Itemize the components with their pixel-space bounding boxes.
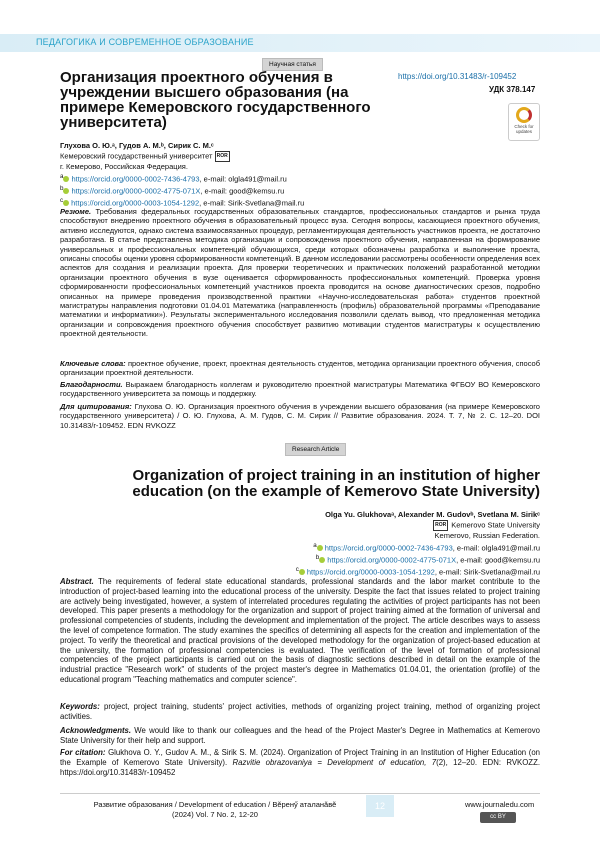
orcid-icon: [63, 200, 69, 206]
udk-code: УДК 378.147: [489, 85, 536, 94]
orcid-icon: [319, 557, 325, 563]
ru-article-title: Организация проектного обучения в учреждении высшего образования (на примере Кемеровского государственного университета): [60, 69, 371, 131]
ru-orcid-row: $^c$ https://orcid.org/0000-0003-1054-1292, e-mail: Sirik-Svetlana@mail.ru: [60, 196, 305, 207]
email[interactable]: good@kemsu.ru: [229, 186, 285, 195]
email[interactable]: good@kemsu.ru: [484, 555, 540, 564]
ru-city: г. Кемерово, Российская Федерация.: [60, 162, 188, 171]
orcid-icon: [63, 188, 69, 194]
en-acknowledgments: Acknowledgments. We would like to thank our colleagues and the head of the Project Master's Degree in Mathematics at Kemerovo State University for their help and support.: [60, 726, 540, 745]
en-citation: For citation: Glukhova O. Y., Gudov A. M., & Sirik S. M. (2024). Organization of Project Training in an Institution of Higher Education (on the Example of Kemerovo State University). Razvitie obrazovaniya = Development of education, 7(2), 12–20. EDN: RVKOZZ. https://doi.org/10.31483/r-109452: [60, 748, 541, 777]
email[interactable]: olgla491@mail.ru: [481, 543, 540, 552]
en-city: Kemerovo, Russian Federation.: [434, 531, 540, 540]
email[interactable]: Sirik-Svetlana@mail.ru: [463, 567, 540, 576]
ru-abstract: Резюме. Требования федеральных государственных образовательных стандартов, профессиональных стандартов и рынка труда способствуют внедрению проектного обучения в образовательный процесс вуза. Сегодня вопросы, касающиеся проектного обучения, активно исследуются, однако система взаимосвязанных процедур, регламентирующая деятельность участников проекта, не достаточно разработана. В статье представлена методика организации и сопровождения проектного обучения, направленная на формирование универсальных и профессиональных компетенций обучающихся, среди которых обозначены разработка и выполнение проекта, описаны способы оценки уровня сформированности компетенций. В данном исследовании рассмотрены особенности определения всех аспектов для создания и реализации проекта. Для проверки теоретических и практических положений разработанной методики организации проектного обучения в вузе оценивается сформированность профессиональных компетенций. Проверка уровня сформированности профессиональных компетенций участников проекта проводится на основе диагностических срезов, подробно описанных на примере проведения производственной практики «Научно-исследовательская работа» студентов проектной магистратуры направления подготовки 01.04.01 Математика (направленность (профиль) образовательной программы «Преподавание математики и информатики»). Результаты экспериментального исследования позволили сделать вывод, что предложенная методика организации и сопровождения проектного обучения способствует развитию мотивации студентов магистратуры к осуществлению проектной деятельности.: [60, 207, 540, 339]
doi-link-ru[interactable]: https://doi.org/10.31483/r-109452: [398, 72, 517, 81]
page-number: 12: [366, 795, 394, 817]
ru-keywords: Ключевые слова: проектное обучение, проект, проектная деятельность студентов, методика организации проектного обучения, способ организации проектной деятельности.: [60, 359, 540, 378]
orcid-link[interactable]: https://orcid.org/0000-0002-7436-4793: [71, 174, 200, 183]
orcid-icon: [63, 176, 69, 182]
orcid-link[interactable]: https://orcid.org/0000-0002-7436-4793: [324, 543, 453, 552]
orcid-link[interactable]: https://orcid.org/0000-0002-4775-071X: [327, 555, 457, 564]
en-abstract: Abstract. The requirements of federal state educational standards, professional standards and the labor market contribute to the introduction of project-based learning into the educational process of the university. Despite the fact that issues related to project training are actively being investigated, however, a system of interrelated procedures regulating the activities of project participants has not been developed. This paper presents a methodology for the organization and support of project training aimed at the formation of universal and professional competencies of students, including the development and implementation of the project. The article describes ways to assess the level of competence formation. The study examines the specifics of determining all aspects for the creation and implementation of the project. To verify the theoretical and practical provisions of the developed methodology for the organization of project-based education at the university, the formation of professional competencies is evaluated. The verification of the level of formation of professional competencies of the project participants is carried out on the basis of diagnostic sections described in detail on the example of the industrial practice "Research work" of students of the project master's degree in Mathematics 01.04.01, the orientation (profile) of the educational program "Teaching mathematics and computer science".: [60, 577, 540, 684]
en-keywords: Keywords: project, project training, students' project activities, methods of organizing project training, method of organizing project activities.: [60, 702, 540, 721]
check-for-updates-badge[interactable]: Check for updates: [508, 103, 540, 141]
article-type-badge-en: Research Article: [285, 443, 346, 456]
en-orcid-row: $^c$ https://orcid.org/0000-0003-1054-1292, e-mail: Sirik-Svetlana@mail.ru: [295, 565, 540, 576]
check-updates-icon: [516, 107, 532, 123]
ru-citation: Для цитирования: Глухова О. Ю. Организация проектного обучения в учреждении высшего образования (на примере Кемеровского государственного университета) / О. Ю. Глухова, А. М. Гудов, С. М. Сирик // Развитие образования. 2024. Т. 7, № 2. С. 12–20. DOI 10.31483/r-109452. EDN RVKOZZ: [60, 402, 540, 430]
journal-website-link[interactable]: www.journaledu.com: [465, 800, 535, 809]
article-type-badge-ru: Научная статья: [262, 58, 323, 71]
ru-affiliation: Кемеровский государственный университет ROR: [60, 151, 228, 161]
ror-icon: ROR: [215, 151, 230, 163]
orcid-icon: [317, 545, 323, 551]
en-author-block: [220, 510, 540, 577]
email[interactable]: Sirik-Svetlana@mail.ru: [227, 198, 305, 207]
en-affiliation: ROR Kemerovo State University: [435, 520, 540, 530]
en-orcid-row: $^b$ https://orcid.org/0000-0002-4775-071X, e-mail: good@kemsu.ru: [315, 553, 540, 564]
ru-orcid-row: $^b$ https://orcid.org/0000-0002-4775-071X, e-mail: good@kemsu.ru: [60, 184, 285, 195]
en-orcid-row: $^a$ https://orcid.org/0000-0002-7436-4793, e-mail: olgla491@mail.ru: [313, 541, 540, 552]
footer-divider: [60, 793, 540, 794]
cc-by-license-icon[interactable]: cc BY: [480, 812, 516, 823]
en-article-title: Organization of project training in an institution of higher education (on the example of Kemerovo State University): [132, 467, 540, 500]
ru-acknowledgments: Благодарности. Выражаем благодарность коллегам и руководителю проектной магистратуры Математика ФГБОУ ВО Кемеровского государственного университета за помощь и поддержку.: [60, 380, 540, 399]
ru-orcid-row: $^a$ https://orcid.org/0000-0002-7436-4793, e-mail: olgla491@mail.ru: [60, 172, 287, 183]
orcid-link[interactable]: https://orcid.org/0000-0003-1054-1292: [71, 198, 200, 207]
orcid-icon: [299, 569, 305, 575]
orcid-link[interactable]: https://orcid.org/0000-0002-4775-071X: [71, 186, 201, 195]
journal-section-title: ПЕДАГОГИКА И СОВРЕМЕННОЕ ОБРАЗОВАНИЕ: [36, 37, 254, 47]
en-authors: Olga Yu. Glukhovaᵃ, Alexander M. Gudovᵇ, Svetlana M. Sirikᶜ: [325, 510, 540, 519]
orcid-link[interactable]: https://orcid.org/0000-0003-1054-1292: [306, 567, 435, 576]
footer-journal-info: Развитие образования / Development of education / Вĕренӳ аталанӑвĕ (2024) Vol. 7 No. 2, 12-20: [93, 800, 337, 819]
ru-author-block: [60, 141, 460, 208]
ror-icon: ROR: [433, 520, 448, 532]
email[interactable]: olgla491@mail.ru: [228, 174, 287, 183]
ru-authors: Глухова О. Ю.ᵃ, Гудов А. М.ᵇ, Сирик С. М.ᶜ: [60, 141, 214, 150]
